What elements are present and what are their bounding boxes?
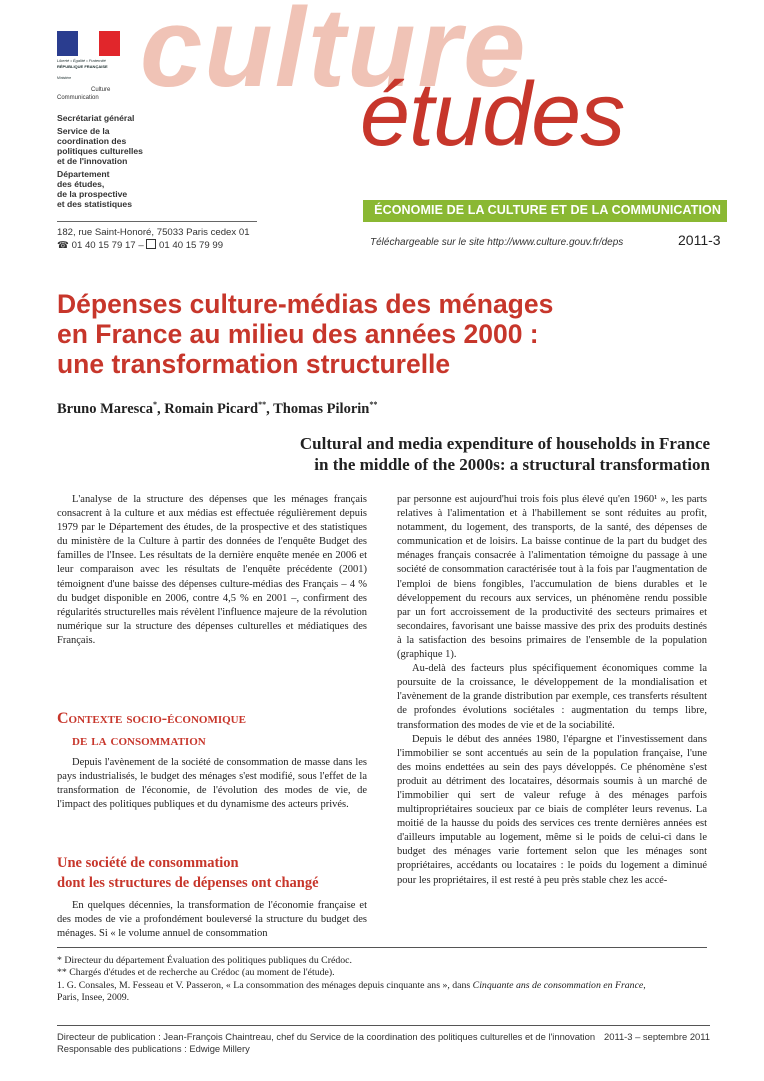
service-block <box>57 126 217 166</box>
flag-red-stripe <box>99 31 120 56</box>
issue-number: 2011-3 <box>678 232 721 248</box>
footnote-reference <box>57 980 707 992</box>
dept-block <box>57 169 217 209</box>
category-band <box>363 200 727 222</box>
service-line: coordination des <box>57 136 127 146</box>
subsection-heading-line: dont les structures de dépenses ont changé <box>57 875 319 891</box>
address-block <box>57 227 250 252</box>
footnote-ref-text: 1. G. Consales, M. Fesseau et V. Passeron, « La consommation des ménages depuis cinquante ans », dans <box>57 979 473 991</box>
subsection-heading <box>57 853 319 893</box>
publication-director: Directeur de publication : Jean-François Chaintreau, chef du Service de la coordination des politiques culturelles et de l'innovation <box>57 1031 596 1042</box>
title-line: Dépenses culture-médias des ménages <box>57 289 554 319</box>
right-column <box>397 493 707 888</box>
body-paragraph: par personne est aujourd'hui trois fois plus élevé qu'en 1960¹ », les parts relatives à l'alimentation et à l'habillement se sont réduites au profit, notamment, du logement, des transports, de la santé, des dépenses de communication et de loisirs. La baisse continue de la part du budget des ménages français consacrée à l'alimentation témoigne du passage à une société de consommation caractérisée tout à la fois par l'augmentation de l'emploi de biens fongibles, l'accumulation de biens durables et le développement du recours aux services, un phénomène rendu possible par un fort accroissement de la productivité des secteurs primaires et secondaires, favorisant une baisse massive des prix des produits destinés à la satisfaction des besoins primaires de l'ensemble de la population (graphique 1). <box>397 494 707 661</box>
footnote-divider <box>57 947 707 948</box>
author-mark: ** <box>369 400 378 409</box>
publication-manager: Responsable des publications : Edwige Millery <box>57 1043 250 1054</box>
logo-ministry: Ministère <box>57 76 72 80</box>
fax-icon <box>146 239 156 249</box>
page-title <box>57 289 737 379</box>
logo-communication: Communication <box>57 95 99 101</box>
english-title-line: Cultural and media expenditure of households in France <box>299 434 710 453</box>
logo-culture: Culture <box>91 87 111 93</box>
section-body <box>57 756 367 812</box>
section-heading <box>57 708 246 752</box>
republique-francaise-logo <box>57 31 120 101</box>
author-mark: * <box>153 400 157 409</box>
service-line: et de l'innovation <box>57 156 128 166</box>
secretariat: Secrétariat général <box>57 113 135 123</box>
publication-date: 2011-3 – septembre 2011 <box>604 1031 710 1042</box>
english-title <box>220 433 710 475</box>
street-address: 182, rue Saint-Honoré, 75033 Paris cedex 01 <box>57 227 250 238</box>
body-paragraph: En quelques décennies, la transformation de l'économie française et des modes de vie a profondément bouleversé la structure du budget des ménages. Si « le volume annuel de consommation <box>57 900 367 940</box>
footnotes <box>57 955 707 1004</box>
address-divider <box>57 221 257 222</box>
title-line: en France au milieu des années 2000 : <box>57 319 539 349</box>
subsection-heading-line: Une société de consommation <box>57 855 239 871</box>
logo-motto: Liberté • Égalité • Fraternité <box>57 58 106 63</box>
separator: – <box>138 240 144 251</box>
dept-line: Département <box>57 169 110 179</box>
download-notice: Téléchargeable sur le site http://www.culture.gouv.fr/deps <box>370 237 624 248</box>
subsection-body <box>57 899 367 941</box>
brand-etudes: études <box>360 65 625 165</box>
phone-icon: ☎ <box>57 240 69 251</box>
footnote-ref-suffix: , <box>643 979 646 991</box>
abstract <box>57 493 367 648</box>
author-name: Thomas Pilorin <box>273 400 370 417</box>
footnote-ref-book: Cinquante ans de consommation en France <box>472 979 644 991</box>
colophon-divider <box>57 1025 710 1026</box>
footnote: * Directeur du département Évaluation des politiques publiques du Crédoc. <box>57 955 352 966</box>
contact-line <box>57 239 250 252</box>
body-paragraph: Au-delà des facteurs plus spécifiquement économiques comme la poursuite de la croissance, le développement de la mondialisation et l'avènement de la grande distribution par exemple, ces transferts résultent de profondes évolutions sociétales : augmentation du temps libre, transformation des modes de vie et de la sociabilité. <box>397 663 707 731</box>
flag-white-stripe <box>78 31 99 56</box>
abstract-paragraph: L'analyse de la structure des dépenses que les ménages français consacrent à la culture et aux médias est effectuée régulièrement depuis 1979 par le Département des études, de la prospective et des statistiques du ministère de la Culture à partir des données de l'enquête Budget des familles de l'Insee. Les résultats de la dernière enquête menée en 2006 et leur comparaison avec les résultats de l'enquête précédente (2001) témoignent d'une baisse des dépenses culture-médias des Français – 4 % du budget disponible en 2006, contre 4,5 % en 2001 –, confirment des régularités structurelles mais révèlent l'influence majeure de la révolution numérique sur la structure des dépenses culturelles et médiatiques des Français. <box>57 494 367 646</box>
logo-republic: RÉPUBLIQUE FRANÇAISE <box>57 64 108 69</box>
section-heading-line: de la consommation <box>72 732 206 749</box>
brand-culture: culture <box>140 0 528 110</box>
footnote-reference-line2: Paris, Insee, 2009. <box>57 991 130 1003</box>
flag-blue-stripe <box>57 31 78 56</box>
service-line: politiques culturelles <box>57 146 143 156</box>
author-name: Bruno Maresca <box>57 400 153 417</box>
category-band-label: ÉCONOMIE DE LA CULTURE ET DE LA COMMUNICATION <box>374 203 721 217</box>
dept-line: et des statistiques <box>57 199 132 209</box>
section-heading-line: Contexte socio-économique <box>57 710 246 727</box>
service-line: Service de la <box>57 126 110 136</box>
author-mark: ** <box>258 400 267 409</box>
department-block <box>57 113 217 212</box>
phone-number: 01 40 15 79 17 <box>71 240 136 251</box>
dept-line: des études, <box>57 179 105 189</box>
body-paragraph: Depuis l'avènement de la société de consommation de masse dans les pays industrialisés, le budget des ménages s'est modifié, sous l'effet de la transformation de l'économie, de l'évolution des modes de vie, de l'impact des politiques publiques et du dynamisme des acteurs privés. <box>57 757 367 811</box>
colophon <box>57 1031 710 1055</box>
fax-number: 01 40 15 79 99 <box>159 240 224 251</box>
body-paragraph: Depuis le début des années 1980, l'épargne et l'investissement dans l'immobilier se sont accentués au sein de la population française, l'une des moins endettées au sein des pays développés. Ce phénomène s'est produit au détriment des locataires, désormais soumis à un marché de l'immobilier qui sert de valeur refuge à des ménages parfois multipropriétaires soucieux par ce biais de compléter leurs revenus. La moitié de la hausse du poids des services ces trente dernières années est d'ailleurs imputable au logement, même si le poids de celui-ci dans le budget des ménages varie fortement selon que les ménages sont propriétaires, accédants ou locataires : le poids du logement a diminué pour les propriétaires, il est resté à peu près stable chez les accé- <box>397 733 707 886</box>
dept-line: de la prospective <box>57 189 128 199</box>
authors: Bruno Maresca*, Romain Picard**, Thomas Pilorin** <box>57 400 378 417</box>
title-line: une transformation structurelle <box>57 349 451 379</box>
footnote: ** Chargés d'études et de recherche au Crédoc (au moment de l'étude). <box>57 967 335 979</box>
author-name: Romain Picard <box>164 400 259 417</box>
english-title-line: in the middle of the 2000s: a structural transformation <box>314 455 710 474</box>
